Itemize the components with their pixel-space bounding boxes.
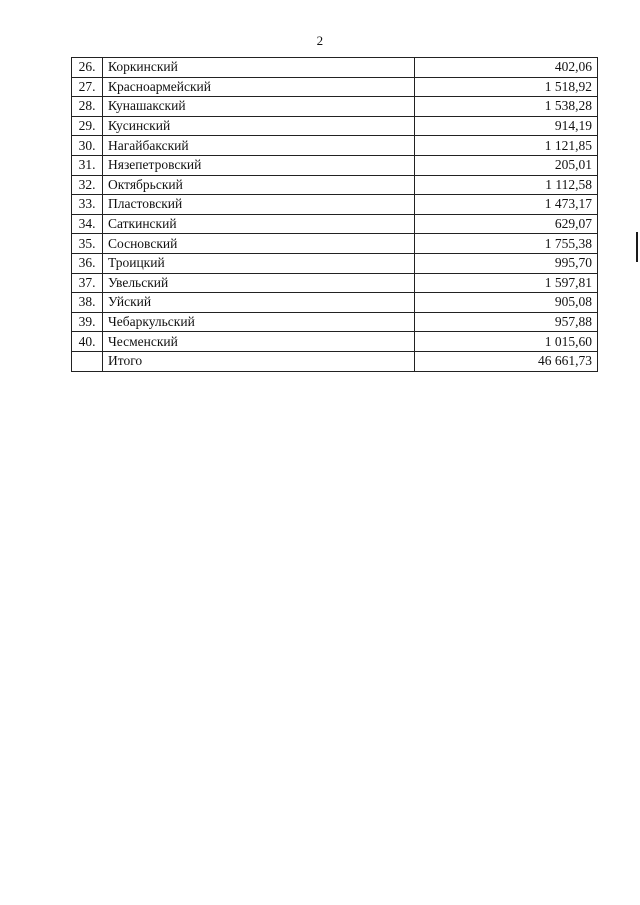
scan-edge-mark — [636, 232, 638, 262]
district-name: Нязепетровский — [103, 155, 415, 175]
row-number: 38. — [72, 293, 103, 313]
district-name: Уйский — [103, 293, 415, 313]
district-name: Итого — [103, 351, 415, 371]
row-number: 34. — [72, 214, 103, 234]
row-number: 31. — [72, 155, 103, 175]
district-value: 402,06 — [415, 58, 598, 78]
district-name: Пластовский — [103, 195, 415, 215]
row-number: 32. — [72, 175, 103, 195]
district-value: 1 538,28 — [415, 97, 598, 117]
district-name: Чесменский — [103, 332, 415, 352]
district-name: Чебаркульский — [103, 312, 415, 332]
row-number: 28. — [72, 97, 103, 117]
district-value: 1 755,38 — [415, 234, 598, 254]
district-value: 905,08 — [415, 293, 598, 313]
district-value: 914,19 — [415, 116, 598, 136]
table-row — [72, 312, 598, 332]
table-row — [72, 58, 598, 78]
district-name: Троицкий — [103, 253, 415, 273]
district-value: 1 112,58 — [415, 175, 598, 195]
district-name: Нагайбакский — [103, 136, 415, 156]
district-name: Сосновский — [103, 234, 415, 254]
district-value: 1 597,81 — [415, 273, 598, 293]
district-name: Саткинский — [103, 214, 415, 234]
district-value: 1 518,92 — [415, 77, 598, 97]
district-name: Увельский — [103, 273, 415, 293]
table-row — [72, 155, 598, 175]
table-row — [72, 97, 598, 117]
district-value: 995,70 — [415, 253, 598, 273]
row-number: 30. — [72, 136, 103, 156]
row-number: 29. — [72, 116, 103, 136]
district-name: Кусинский — [103, 116, 415, 136]
row-number: 35. — [72, 234, 103, 254]
district-name: Кунашакский — [103, 97, 415, 117]
district-value: 1 473,17 — [415, 195, 598, 215]
district-value: 629,07 — [415, 214, 598, 234]
district-name: Октябрьский — [103, 175, 415, 195]
row-number: 27. — [72, 77, 103, 97]
row-number: 36. — [72, 253, 103, 273]
table-row — [72, 195, 598, 215]
table-row — [72, 253, 598, 273]
page-number: 2 — [316, 33, 324, 48]
district-values-table — [71, 57, 598, 372]
table-row — [72, 136, 598, 156]
total-row — [72, 351, 598, 371]
row-number — [72, 351, 103, 371]
table-row — [72, 332, 598, 352]
table-body — [72, 58, 598, 372]
row-number: 26. — [72, 58, 103, 78]
district-value: 1 015,60 — [415, 332, 598, 352]
district-value: 205,01 — [415, 155, 598, 175]
row-number: 39. — [72, 312, 103, 332]
table-row — [72, 116, 598, 136]
table-row — [72, 293, 598, 313]
district-value: 1 121,85 — [415, 136, 598, 156]
row-number: 40. — [72, 332, 103, 352]
district-name: Коркинский — [103, 58, 415, 78]
district-value: 957,88 — [415, 312, 598, 332]
table-row — [72, 234, 598, 254]
row-number: 33. — [72, 195, 103, 215]
table-row — [72, 175, 598, 195]
district-name: Красноармейский — [103, 77, 415, 97]
row-number: 37. — [72, 273, 103, 293]
table-row — [72, 77, 598, 97]
table-row — [72, 214, 598, 234]
table-row — [72, 273, 598, 293]
district-value: 46 661,73 — [415, 351, 598, 371]
